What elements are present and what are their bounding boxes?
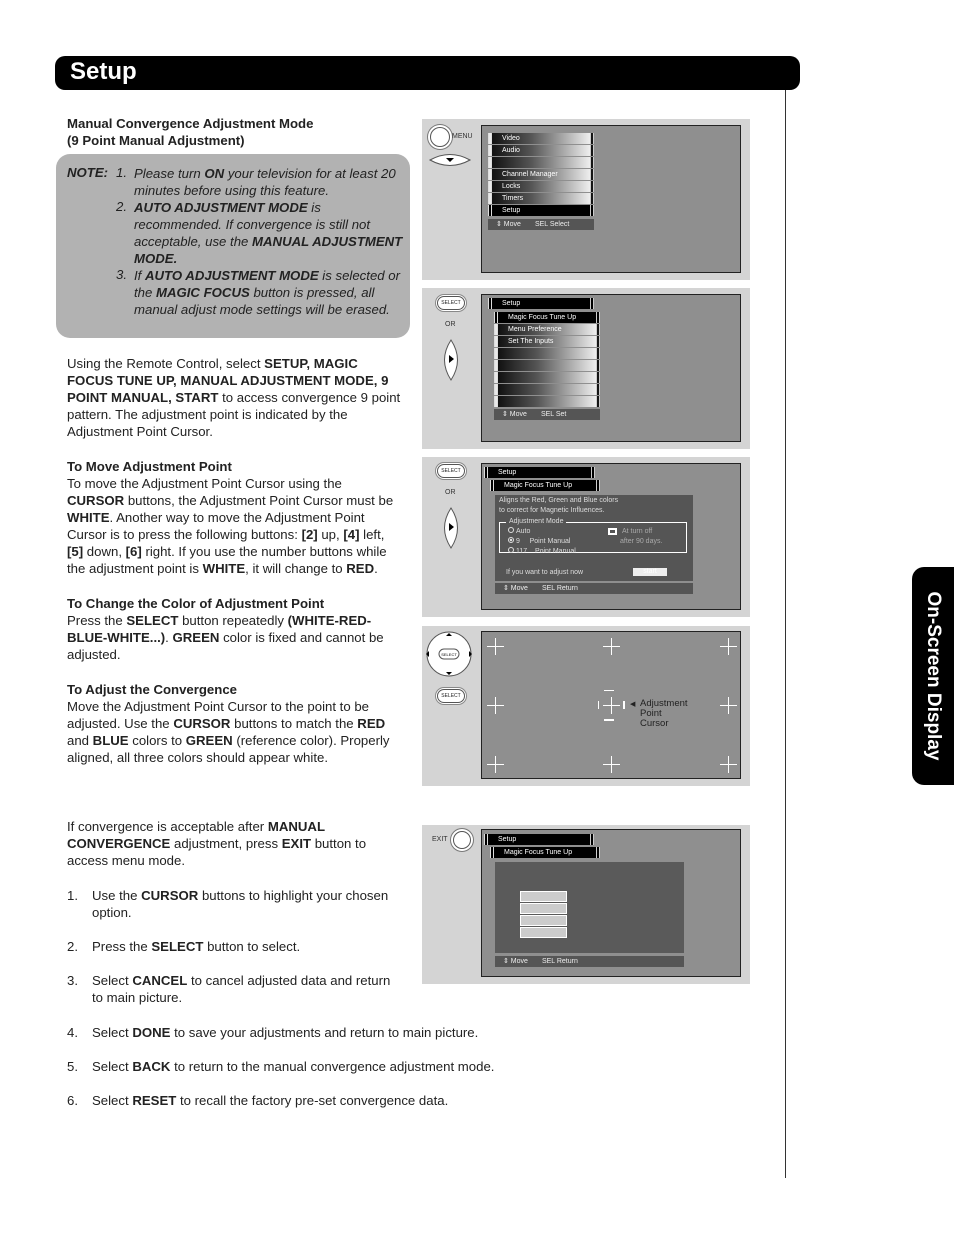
text-run: button to select.: [203, 939, 301, 954]
description-line: Aligns the Red, Green and Blue colors: [499, 497, 619, 504]
option-button[interactable]: [520, 927, 567, 938]
bold-text: EXIT: [281, 836, 312, 851]
bold-text: CURSOR: [141, 888, 199, 903]
group-label: Adjustment Mode: [506, 517, 566, 527]
text-run: down,: [83, 544, 126, 559]
exit-button[interactable]: [453, 831, 471, 849]
menu-footer: [488, 219, 594, 230]
text-run: is selected or the: [134, 268, 401, 300]
bold-text: BACK: [132, 1059, 171, 1074]
text-run: to recall the factory pre-set convergence data.: [176, 1093, 449, 1108]
text-run: buttons to match the: [230, 716, 358, 731]
menu-button-label: MENU: [452, 133, 473, 140]
note-item: [134, 165, 404, 199]
step-number: 6.: [67, 1093, 78, 1108]
menu-item[interactable]: Setup: [488, 205, 594, 216]
text-run: Select: [92, 973, 133, 988]
cursor-pad[interactable]: [424, 630, 474, 678]
setup-panel: [422, 288, 750, 449]
section-title-line: (9 Point Manual Adjustment): [67, 133, 245, 148]
text-run: Select: [92, 1059, 133, 1074]
menu-header[interactable]: Setup: [484, 467, 595, 478]
text-run: your television for at least 20 minutes before using this feature.: [134, 166, 396, 198]
menu-header[interactable]: Setup: [484, 834, 594, 845]
step-item: [92, 887, 402, 921]
select-button[interactable]: SELECT: [437, 296, 465, 310]
menu-footer: [494, 409, 600, 420]
bold-text: SETUP, MAGIC FOCUS TUNE UP, MANUAL ADJUSTMENT MODE, 9 POINT MANUAL, START: [67, 356, 389, 405]
footer-hint: ⇕ Move: [503, 585, 528, 592]
exit-panel: [422, 825, 750, 984]
section-tab: [912, 567, 954, 785]
subheading: To Adjust the Convergence: [67, 682, 237, 697]
bold-text: (WHITE-RED-BLUE-WHITE...): [67, 613, 372, 645]
submenu-item[interactable]: [494, 348, 600, 359]
bold-text: WHITE: [67, 510, 110, 525]
text-run: to save your adjustments and return to main picture.: [170, 1025, 479, 1040]
convergence-panel: [422, 626, 750, 786]
bold-text: MANUAL ADJUSTMENT MODE.: [134, 234, 403, 266]
start-button[interactable]: start: [633, 568, 667, 576]
or-label: OR: [445, 321, 456, 328]
footer-hint: SEL Select: [534, 221, 570, 228]
submenu-header[interactable]: Magic Focus Tune Up: [490, 480, 600, 491]
option-button[interactable]: [520, 891, 567, 902]
submenu-item[interactable]: Menu Preference: [494, 324, 600, 335]
menu-header[interactable]: Setup: [488, 298, 594, 309]
select-button[interactable]: SELECT: [437, 689, 465, 703]
menu-item[interactable]: [488, 157, 594, 168]
note-item: [134, 199, 404, 267]
submenu-item[interactable]: Set The Inputs: [494, 336, 600, 347]
radio-label: 117 Point Manual: [516, 548, 576, 555]
section-title: [67, 115, 407, 149]
text-run: to access convergence 9 point pattern. The adjustment point is indicated by the Adjustment Point Cursor.: [67, 390, 401, 439]
text-run: and: [67, 733, 93, 748]
text-run: , it will change to: [245, 561, 347, 576]
text-run: To move the Adjustment Point Cursor using the: [67, 476, 342, 491]
paragraph: [67, 355, 402, 440]
text-run: color is fixed and cannot be adjusted.: [67, 630, 384, 662]
bold-text: SELECT: [126, 613, 179, 628]
text-run: Press the: [92, 939, 152, 954]
paragraph: [67, 475, 402, 577]
radio-option[interactable]: [508, 537, 570, 547]
text-run: to cancel adjusted data and return to main picture.: [92, 973, 391, 1005]
menu-item[interactable]: Locks: [488, 181, 594, 192]
note-item: [134, 267, 404, 318]
cursor-callout: [640, 699, 688, 729]
text-run: up,: [317, 527, 344, 542]
paragraph: [67, 818, 402, 869]
text-run: Select: [92, 1093, 133, 1108]
submenu-header[interactable]: Magic Focus Tune Up: [490, 847, 600, 858]
menu-item[interactable]: Channel Manager: [488, 169, 594, 180]
subheading: To Change the Color of Adjustment Point: [67, 596, 325, 611]
adjustment-cursor-icon: [598, 690, 626, 720]
bold-text: GREEN: [185, 733, 233, 748]
bold-text: CURSOR: [67, 493, 125, 508]
radio-label: Auto: [516, 528, 531, 535]
text-run: right. If you use the number buttons while the adjustment point is: [67, 544, 387, 576]
callout-line: Point: [640, 708, 662, 719]
convergence-point-icon: [603, 756, 620, 773]
note-label: NOTE:: [67, 165, 109, 180]
menu-footer: [495, 583, 693, 594]
tv-screen: [481, 294, 741, 442]
radio-icon[interactable]: [508, 527, 514, 533]
text-run: colors to: [128, 733, 186, 748]
convergence-point-icon: [487, 697, 504, 714]
tv-screen: [481, 829, 741, 977]
bold-text: DONE: [132, 1025, 171, 1040]
text-run: Using the Remote Control, select: [67, 356, 265, 371]
footer-hint: ⇕ Move: [502, 411, 527, 418]
text-run: is recommended. If convergence is still not acceptable, use the: [134, 200, 371, 249]
bold-text: ON: [204, 166, 225, 181]
text-run: button to access menu mode.: [67, 836, 367, 868]
text-run: button is pressed, all manual adjust mode settings will be erased.: [134, 285, 390, 317]
convergence-point-icon: [720, 756, 737, 773]
tv-screen: [481, 125, 741, 273]
paragraph: [67, 612, 402, 663]
checkbox[interactable]: [608, 528, 617, 535]
divider: [785, 90, 786, 1178]
bold-text: RED: [357, 716, 386, 731]
text-run: Use the: [92, 888, 142, 903]
text-run: Select: [92, 1025, 133, 1040]
note-number: 2.: [116, 199, 127, 214]
description-line: to correct for Magnetic Influences.: [499, 507, 605, 514]
select-button[interactable]: SELECT: [437, 464, 465, 478]
radio-icon[interactable]: [508, 547, 514, 553]
bold-text: [2]: [301, 527, 318, 542]
adjust-prompt: If you want to adjust now: [506, 569, 584, 576]
or-label: OR: [445, 489, 456, 496]
step-item: [92, 972, 402, 1006]
bold-text: [5]: [67, 544, 84, 559]
submenu-item[interactable]: [494, 396, 600, 407]
footer-hint: SEL Set: [540, 411, 567, 418]
bold-text: AUTO ADJUSTMENT MODE: [145, 268, 319, 283]
tv-screen: [481, 463, 741, 610]
menu-panel: [422, 119, 750, 280]
text-run: Please turn: [134, 166, 205, 181]
menu-item[interactable]: Audio: [488, 145, 594, 156]
note-number: 1.: [116, 165, 127, 180]
menu-button[interactable]: [430, 127, 450, 147]
down-arrow-button[interactable]: [428, 153, 472, 167]
convergence-point-icon: [720, 638, 737, 655]
right-arrow-button[interactable]: [442, 506, 460, 550]
section-tab-label: On-Screen Display: [923, 591, 944, 761]
text-run: button repeatedly: [178, 613, 288, 628]
bold-text: RED: [346, 561, 375, 576]
text-run: buttons, the Adjustment Point Cursor must be: [124, 493, 394, 508]
bold-text: CURSOR: [173, 716, 231, 731]
radio-option[interactable]: [508, 547, 576, 557]
step-item: [92, 1092, 692, 1109]
convergence-point-icon: [603, 638, 620, 655]
submenu-item[interactable]: [494, 372, 600, 383]
bold-text: [4]: [343, 527, 360, 542]
subheading: To Move Adjustment Point: [67, 459, 232, 474]
footer-hint: SEL Return: [541, 958, 578, 965]
footer-hint: ⇕ Move: [503, 958, 528, 965]
option-button[interactable]: [520, 915, 567, 926]
text-run: left,: [359, 527, 385, 542]
pointer-arrow-icon: ◀: [630, 701, 636, 708]
page-title: Setup: [70, 58, 137, 85]
convergence-point-icon: [487, 756, 504, 773]
radio-option[interactable]: [508, 527, 530, 537]
menu-item[interactable]: Video: [488, 133, 594, 144]
note-number: 3.: [116, 267, 127, 282]
paragraph: [67, 698, 402, 766]
text-run: to return to the manual convergence adjustment mode.: [170, 1059, 495, 1074]
bold-text: GREEN: [172, 630, 220, 645]
step-item: [92, 1058, 692, 1075]
text-run: Press the: [67, 613, 127, 628]
radio-label: 9 Point Manual: [516, 538, 571, 545]
footer-hint: ⇕ Move: [496, 221, 521, 228]
magic-focus-panel: [422, 457, 750, 617]
text-run: .: [374, 561, 378, 576]
bold-text: CANCEL: [132, 973, 188, 988]
step-item: [92, 938, 402, 955]
radio-icon[interactable]: [508, 537, 514, 543]
section-title-line: Manual Convergence Adjustment Mode: [67, 116, 314, 131]
step-number: 4.: [67, 1025, 78, 1040]
bold-text: WHITE: [202, 561, 246, 576]
text-run: (reference color). Properly aligned, all three colors should appear white.: [67, 733, 390, 765]
step-number: 1.: [67, 888, 78, 903]
text-run: If convergence is acceptable after: [67, 819, 268, 834]
submenu-item[interactable]: [494, 360, 600, 371]
submenu-item[interactable]: [494, 384, 600, 395]
page-header: [55, 56, 800, 90]
menu-item[interactable]: Timers: [488, 193, 594, 204]
text-run: . Another way to move the Adjustment Point Cursor is to press the following buttons:: [67, 510, 365, 542]
bold-text: MAGIC FOCUS: [156, 285, 250, 300]
convergence-point-icon: [487, 638, 504, 655]
checkbox-label: At turn off: [622, 528, 653, 535]
option-button[interactable]: [520, 903, 567, 914]
text-run: Move the Adjustment Point Cursor to the point to be adjusted. Use the: [67, 699, 370, 731]
bold-text: MANUAL CONVERGENCE: [67, 819, 325, 851]
text-run: adjustment, press: [170, 836, 282, 851]
note-box: [56, 154, 410, 338]
text-run: If: [134, 268, 145, 283]
step-item: [92, 1024, 692, 1041]
footer-hint: SEL Return: [541, 585, 578, 592]
exit-button-label: EXIT: [432, 836, 448, 843]
checkbox-label: after 90 days.: [620, 538, 663, 545]
convergence-point-icon: [720, 697, 737, 714]
svg-text:SELECT: SELECT: [441, 652, 457, 657]
text-run: buttons to highlight your chosen option.: [92, 888, 389, 920]
adjustment-mode-group: [499, 518, 687, 555]
right-arrow-button[interactable]: [442, 338, 460, 382]
submenu-item[interactable]: Magic Focus Tune Up: [494, 312, 600, 323]
bold-text: [6]: [125, 544, 142, 559]
step-number: 3.: [67, 973, 78, 988]
bold-text: SELECT: [151, 939, 204, 954]
bold-text: BLUE: [92, 733, 129, 748]
bold-text: AUTO ADJUSTMENT MODE: [134, 200, 308, 215]
step-number: 5.: [67, 1059, 78, 1074]
step-number: 2.: [67, 939, 78, 954]
menu-footer: [495, 956, 684, 967]
tv-screen: [481, 631, 741, 779]
bold-text: RESET: [132, 1093, 177, 1108]
callout-line: Adjustment: [640, 698, 688, 709]
description-box: [495, 495, 693, 581]
text-run: .: [165, 630, 173, 645]
callout-line: Cursor: [640, 718, 669, 729]
